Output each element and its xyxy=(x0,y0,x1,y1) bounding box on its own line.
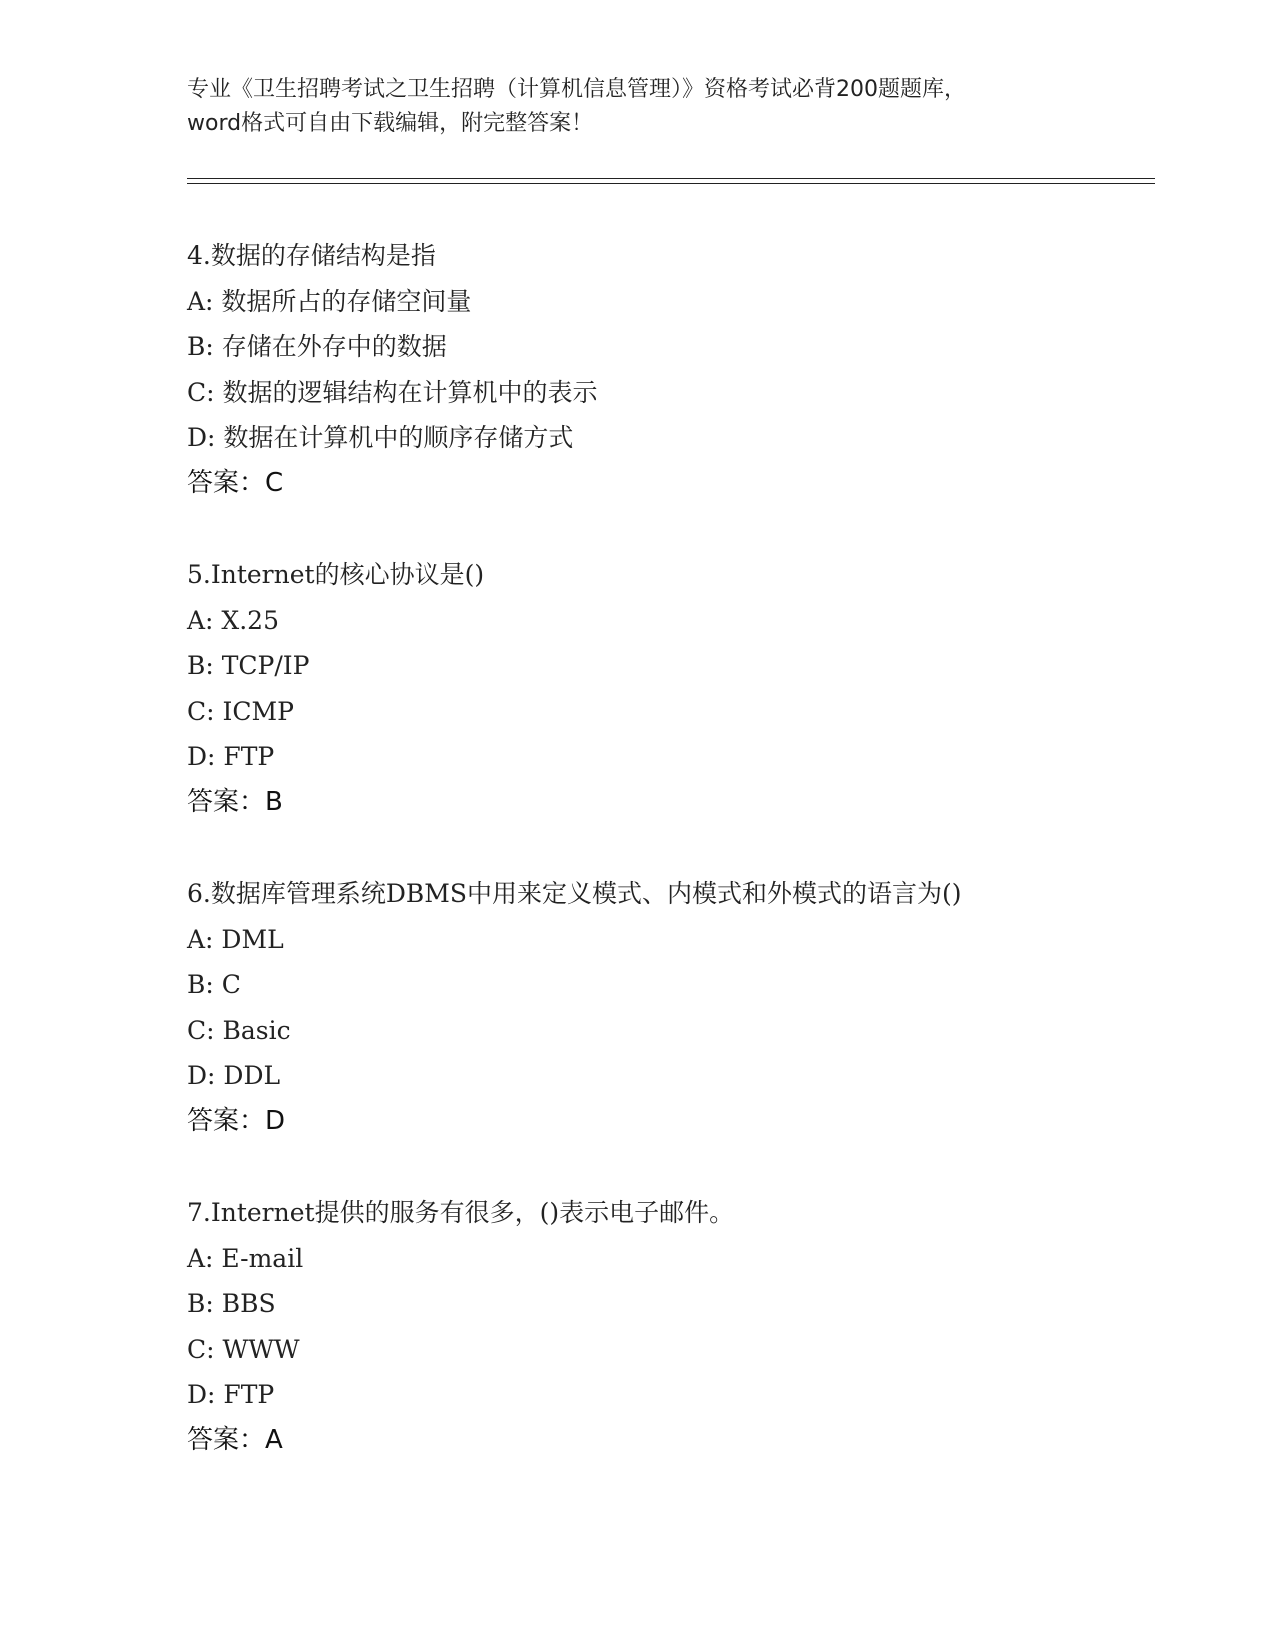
option-d: D: 数据在计算机中的顺序存储方式 xyxy=(187,423,574,452)
answer-label: 答案：A xyxy=(187,1424,283,1455)
option-c: C: WWW xyxy=(187,1334,300,1364)
question-stem: 7.Internet提供的服务有很多，()表示电子邮件。 xyxy=(187,1198,735,1227)
answer-label: 答案：D xyxy=(187,1105,286,1136)
question-stem: 4.数据的存储结构是指 xyxy=(187,241,436,270)
option-b: B: 存储在外存中的数据 xyxy=(187,332,447,361)
question-block xyxy=(187,871,1137,1144)
option-c: C: ICMP xyxy=(187,696,294,726)
option-a: A: X.25 xyxy=(187,605,279,635)
option-d: D: FTP xyxy=(187,1380,275,1409)
header-title-line-1: 专业《卫生招聘考试之卫生招聘（计算机信息管理）》资格考试必背200题题库， xyxy=(187,77,966,102)
question-block xyxy=(187,552,1137,825)
option-d: D: FTP xyxy=(187,742,275,771)
document-header xyxy=(187,73,1087,141)
option-b: B: C xyxy=(187,970,241,999)
header-divider-bottom xyxy=(187,183,1155,184)
option-a: A: 数据所占的存储空间量 xyxy=(187,286,472,316)
option-b: B: BBS xyxy=(187,1289,276,1318)
option-a: A: E-mail xyxy=(187,1243,304,1273)
option-a: A: DML xyxy=(187,924,284,954)
header-title-line-2: word格式可自由下载编辑，附完整答案！ xyxy=(187,111,594,136)
answer-label: 答案：C xyxy=(187,467,284,498)
question-block xyxy=(187,233,1137,506)
option-c: C: Basic xyxy=(187,1015,291,1045)
header-divider-top xyxy=(187,178,1155,179)
question-block xyxy=(187,1190,1137,1463)
option-b: B: TCP/IP xyxy=(187,651,310,680)
answer-label: 答案：B xyxy=(187,786,283,817)
option-d: D: DDL xyxy=(187,1061,281,1090)
option-c: C: 数据的逻辑结构在计算机中的表示 xyxy=(187,377,598,407)
question-stem: 5.Internet的核心协议是() xyxy=(187,560,485,589)
question-stem: 6.数据库管理系统DBMS中用来定义模式、内模式和外模式的语言为() xyxy=(187,879,962,908)
